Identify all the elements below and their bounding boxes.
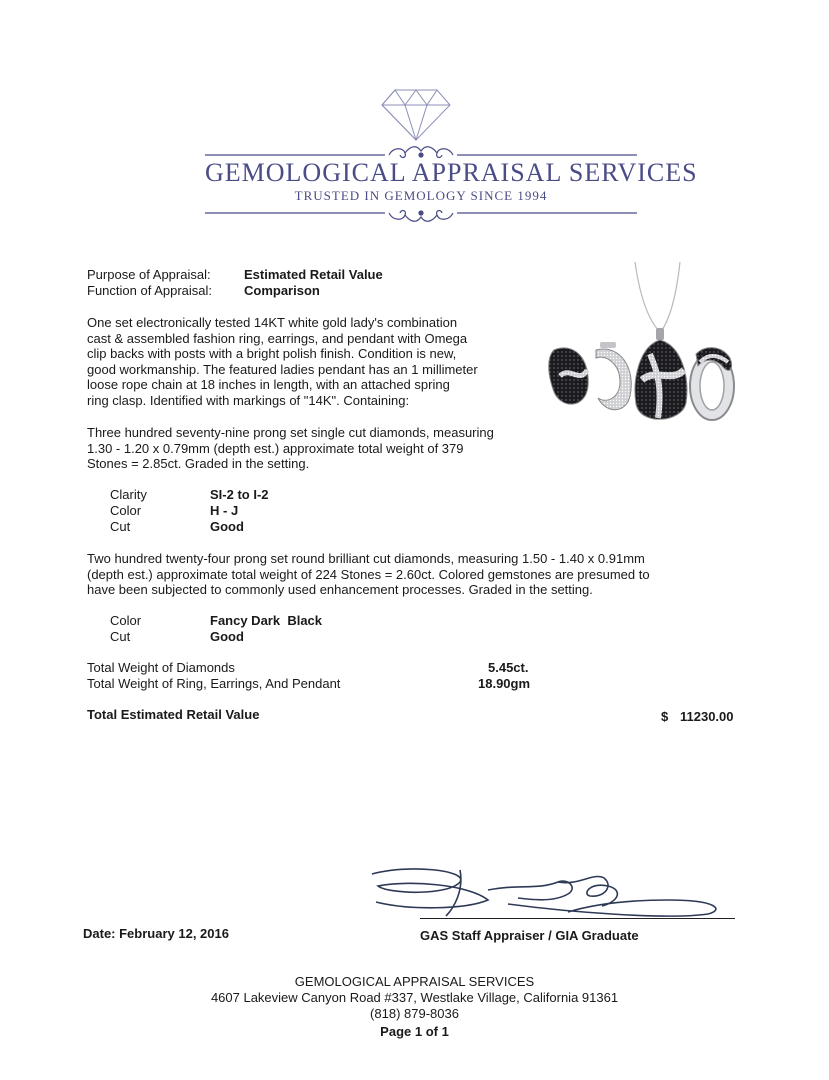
stone-group-2-line: Two hundred twenty-four prong set round brilliant cut diamonds, measuring 1.50 - 1.40 x 0.91mm (87, 551, 645, 566)
cut-label: Cut (110, 519, 131, 534)
stone-group-2-line: (depth est.) approximate total weight of 224 Stones = 2.60ct. Colored gemstones are presumed to (87, 566, 650, 582)
total-diamonds-value: 5.45ct. (488, 660, 529, 675)
color-label-2: Color (110, 613, 142, 628)
company-name: GEMOLOGICAL APPRAISAL SERVICES (205, 158, 698, 187)
total-diamonds-label: Total Weight of Diamonds (87, 660, 235, 675)
stone-group-1-description (87, 425, 494, 472)
stone-group-1-line: 1.30 - 1.20 x 0.79mm (depth est.) approximate total weight of 379 (87, 440, 464, 456)
bottom-ornament-rule (205, 203, 637, 223)
cut-value: Good (210, 519, 244, 534)
description-line: cast & assembled fashion ring, earrings, and pendant with Omega (87, 330, 468, 346)
appraiser-title: GAS Staff Appraiser / GIA Graduate (420, 928, 639, 943)
description-line: clip backs with posts with a bright polish finish. Condition is new, (87, 346, 457, 362)
stone-group-1-line: Stones = 2.85ct. Graded in the setting. (87, 456, 310, 472)
total-items-label: Total Weight of Ring, Earrings, And Pendant (87, 676, 341, 691)
description-line: ring clasp. Identified with markings of "14K". Containing: (87, 392, 410, 408)
jewelry-photo (540, 258, 740, 433)
item-description (87, 315, 478, 409)
footer-address: 4607 Lakeview Canyon Road #337, Westlake Village, California 91361 (210, 990, 619, 1005)
cut-value-2: Good (210, 629, 244, 644)
clarity-value: SI-2 to I-2 (210, 487, 269, 502)
clarity-label: Clarity (110, 487, 147, 502)
description-line: loose rope chain at 18 inches in length, with an attached spring (87, 377, 450, 393)
total-retail-currency: $ (661, 709, 669, 724)
description-line: good workmanship. The featured ladies pendant has an 1 millimeter (87, 361, 478, 377)
appraisal-date: Date: February 12, 2016 (83, 926, 229, 941)
purpose-value: Estimated Retail Value (244, 267, 383, 282)
footer-company: GEMOLOGICAL APPRAISAL SERVICES (294, 974, 535, 989)
diamond-logo-icon (381, 89, 451, 141)
stone-group-2-description (87, 551, 650, 598)
company-tagline: TRUSTED IN GEMOLOGY SINCE 1994 (294, 188, 548, 203)
stone-group-1-line: Three hundred seventy-nine prong set single cut diamonds, measuring (87, 425, 494, 440)
cut-label-2: Cut (110, 629, 131, 644)
total-retail-value: 11230.00 (680, 709, 734, 724)
footer-phone: (818) 879-8036 (370, 1006, 459, 1021)
total-retail-label: Total Estimated Retail Value (87, 707, 260, 722)
color-value: H - J (210, 503, 239, 518)
purpose-label: Purpose of Appraisal: (87, 267, 211, 282)
function-label: Function of Appraisal: (87, 283, 213, 298)
description-line: One set electronically tested 14KT white gold lady's combination (87, 315, 458, 330)
color-label: Color (110, 503, 142, 518)
signature-line (420, 918, 735, 919)
stone-group-2-line: have been subjected to commonly used enhancement processes. Graded in the setting. (87, 582, 593, 598)
function-value: Comparison (244, 283, 320, 298)
appraiser-signature (368, 860, 738, 925)
color-value-2: Fancy Dark Black (210, 613, 323, 628)
page-number: Page 1 of 1 (380, 1024, 449, 1039)
total-items-value: 18.90gm (478, 676, 531, 691)
